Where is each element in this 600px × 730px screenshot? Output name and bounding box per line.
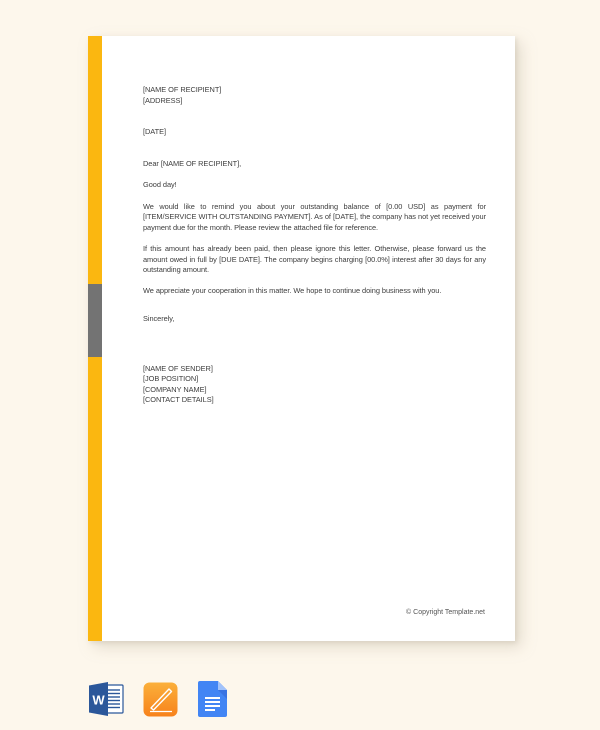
paragraph-due-date: If this amount has already been paid, then please ignore this letter. Otherwise, please forward us the amount owed in full by [DUE DATE]. The company begins charging [00.0%] interest after 30 days for any outstanding amount.	[143, 243, 486, 275]
greeting: Good day!	[143, 180, 177, 190]
salutation: Dear [NAME OF RECIPIENT],	[143, 159, 242, 169]
copyright-notice: © Copyright Template.net	[406, 609, 485, 616]
google-docs-icon[interactable]	[198, 681, 228, 717]
sender-name: [NAME OF SENDER]	[143, 363, 213, 373]
svg-text:W: W	[92, 692, 105, 708]
accent-band	[88, 284, 102, 357]
format-icons	[88, 681, 228, 717]
closing: Sincerely,	[143, 314, 175, 324]
letter-date: [DATE]	[143, 127, 166, 137]
sender-position: [JOB POSITION]	[143, 374, 199, 384]
letter-page	[88, 36, 515, 641]
letter-body	[143, 85, 486, 406]
sender-contact: [CONTACT DETAILS]	[143, 395, 214, 405]
sender-company: [COMPANY NAME]	[143, 384, 207, 394]
word-icon[interactable]	[88, 681, 124, 717]
pages-icon[interactable]	[143, 682, 178, 717]
paragraph-appreciation: We appreciate your cooperation in this matter. We hope to continue doing business with you.	[143, 286, 442, 296]
paragraph-reminder: We would like to remind you about your outstanding balance of [0.00 USD] as payment for [ITEM/SERVICE WITH OUTSTANDING PAYMENT]. As of [DATE], the company has not yet received your payment due for the month. Please review the attached file for reference.	[143, 201, 486, 232]
recipient-address: [ADDRESS]	[143, 95, 183, 105]
recipient-name: [NAME OF RECIPIENT]	[143, 85, 222, 94]
